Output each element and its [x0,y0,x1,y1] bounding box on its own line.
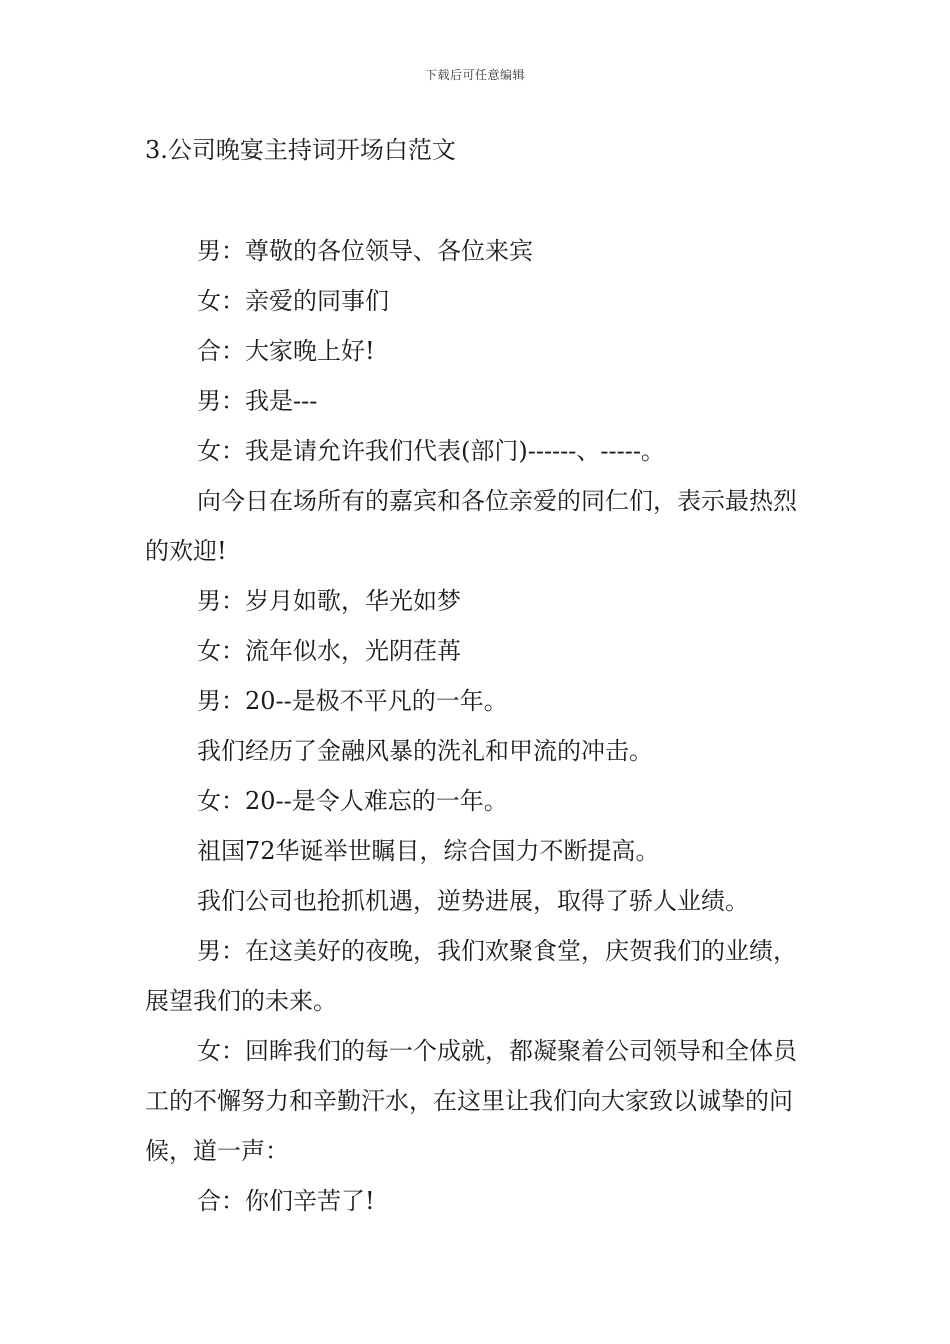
paragraph: 男：岁月如歌，华光如梦 [197,587,461,615]
paragraph: 我们公司也抢抓机遇，逆势进展，取得了骄人业绩。 [197,887,749,915]
paragraph: 男：20--是极不平凡的一年。 [197,687,508,715]
paragraph: 男：尊敬的各位领导、各位来宾 [197,237,533,265]
paragraph: 女：20--是令人难忘的一年。 [197,787,508,815]
paragraph: 祖国72华诞举世瞩目，综合国力不断提高。 [197,837,660,865]
paragraph: 女：亲爱的同事们 [197,287,389,315]
paragraph: 女：流年似水，光阴荏苒 [197,637,461,665]
paragraph: 合：大家晚上好! [197,337,375,365]
paragraph: 向今日在场所有的嘉宾和各位亲爱的同仁们，表示最热烈的欢迎! [145,487,797,565]
page-header-note: 下载后可任意编辑 [424,68,525,82]
paragraph: 女：回眸我们的每一个成就，都凝聚着公司领导和全体员工的不懈努力和辛勤汗水，在这里让我们向大家致以诚挚的问候，道一声： [145,1037,797,1165]
paragraph: 女：我是请允许我们代表(部门)------、-----。 [197,437,665,465]
document-body [145,226,810,1226]
paragraph: 合：你们辛苦了! [197,1187,375,1215]
paragraph: 男：我是--- [197,387,318,415]
paragraph: 男：在这美好的夜晚，我们欢聚食堂，庆贺我们的业绩，展望我们的未来。 [145,937,797,1015]
paragraph: 我们经历了金融风暴的洗礼和甲流的冲击。 [197,737,653,765]
document-title: 3.公司晚宴主持词开场白范文 [145,136,456,164]
